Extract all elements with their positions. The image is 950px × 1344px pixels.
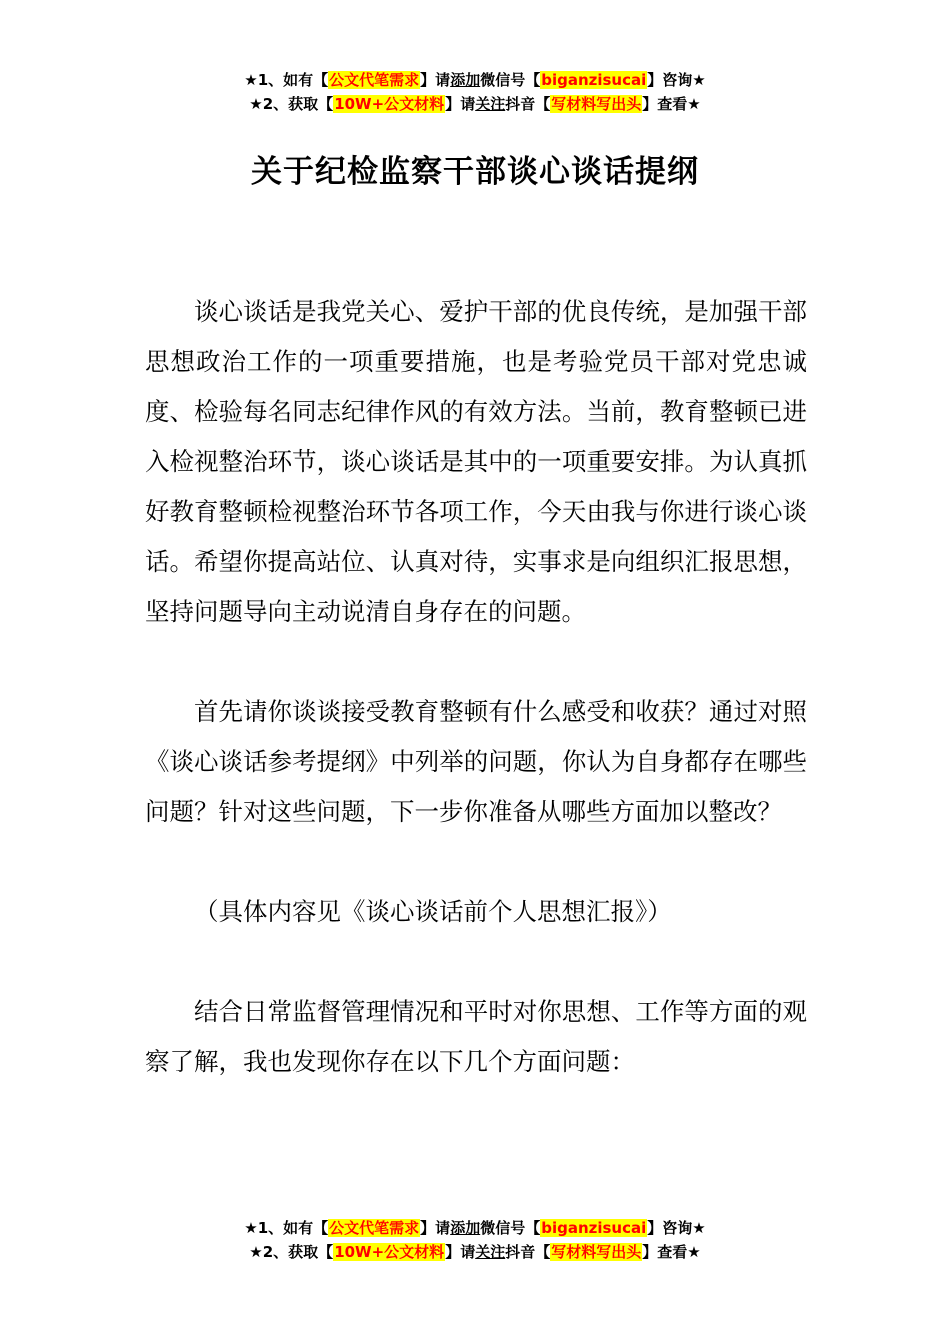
banner-text: 】请 [445, 95, 476, 113]
banner-text: 】查看★ [642, 1243, 701, 1261]
banner-text: 】请 [420, 1219, 451, 1237]
banner-highlight: 10W+公文材料 [334, 95, 445, 113]
banner-text: 】咨询★ [647, 71, 706, 89]
bottom-banner [0, 1216, 950, 1264]
banner-text: 】请 [420, 71, 451, 89]
paragraph-reference-note: （具体内容见《谈心谈话前个人思想汇报》） [194, 897, 672, 926]
banner-highlight: 公文代笔需求 [329, 71, 420, 89]
paragraph-findings: 结合日常监督管理情况和平时对你思想、工作等方面的观察了解，我也发现你存在以下几个方面问题： [145, 997, 807, 1076]
banner-underlined: 添加 [450, 71, 481, 89]
document-body [145, 287, 807, 1087]
banner-highlight: 公文代笔需求 [329, 1219, 420, 1237]
banner-text: 】请 [445, 1243, 476, 1261]
banner-text: 】咨询★ [647, 1219, 706, 1237]
banner-text: ★2、获取【 [249, 95, 334, 113]
banner-text: 抖音【 [505, 95, 551, 113]
banner-text: 抖音【 [505, 1243, 551, 1261]
banner-underlined: 添加 [450, 1219, 481, 1237]
paragraph-questions: 首先请你谈谈接受教育整顿有什么感受和收获？通过对照《谈心谈话参考提纲》中列举的问题，你认为自身都存在哪些问题？针对这些问题，下一步你准备从哪些方面加以整改？ [145, 697, 807, 826]
banner-text: ★1、如有【 [244, 71, 329, 89]
banner-text: ★1、如有【 [244, 1219, 329, 1237]
banner-douyin-id: 写材料写出头 [551, 1243, 642, 1261]
banner-text: 微信号【 [480, 71, 541, 89]
banner-wechat-id: biganzisucai [541, 71, 647, 89]
banner-underlined: 关注 [475, 95, 506, 113]
paragraph-intro: 谈心谈话是我党关心、爱护干部的优良传统，是加强干部思想政治工作的一项重要措施，也是考验党员干部对党忠诚度、检验每名同志纪律作风的有效方法。当前，教育整顿已进入检视整治环节，谈心谈话是其中的一项重要安排。为认真抓好教育整顿检视整治环节各项工作，今天由我与你进行谈心谈话。希望你提高站位、认真对待，实事求是向组织汇报思想，坚持问题导向主动说清自身存在的问题。 [145, 297, 807, 626]
top-banner [0, 68, 950, 116]
banner-text: ★2、获取【 [249, 1243, 334, 1261]
banner-highlight: 10W+公文材料 [334, 1243, 445, 1261]
banner-line-2 [0, 92, 950, 116]
banner-douyin-id: 写材料写出头 [551, 95, 642, 113]
banner-text: 微信号【 [480, 1219, 541, 1237]
banner-underlined: 关注 [475, 1243, 506, 1261]
banner-line-2 [0, 1240, 950, 1264]
banner-text: 】查看★ [642, 95, 701, 113]
document-title: 关于纪检监察干部谈心谈话提纲 [251, 154, 699, 190]
banner-line-1 [0, 1216, 950, 1240]
banner-wechat-id: biganzisucai [541, 1219, 647, 1237]
banner-line-1 [0, 68, 950, 92]
